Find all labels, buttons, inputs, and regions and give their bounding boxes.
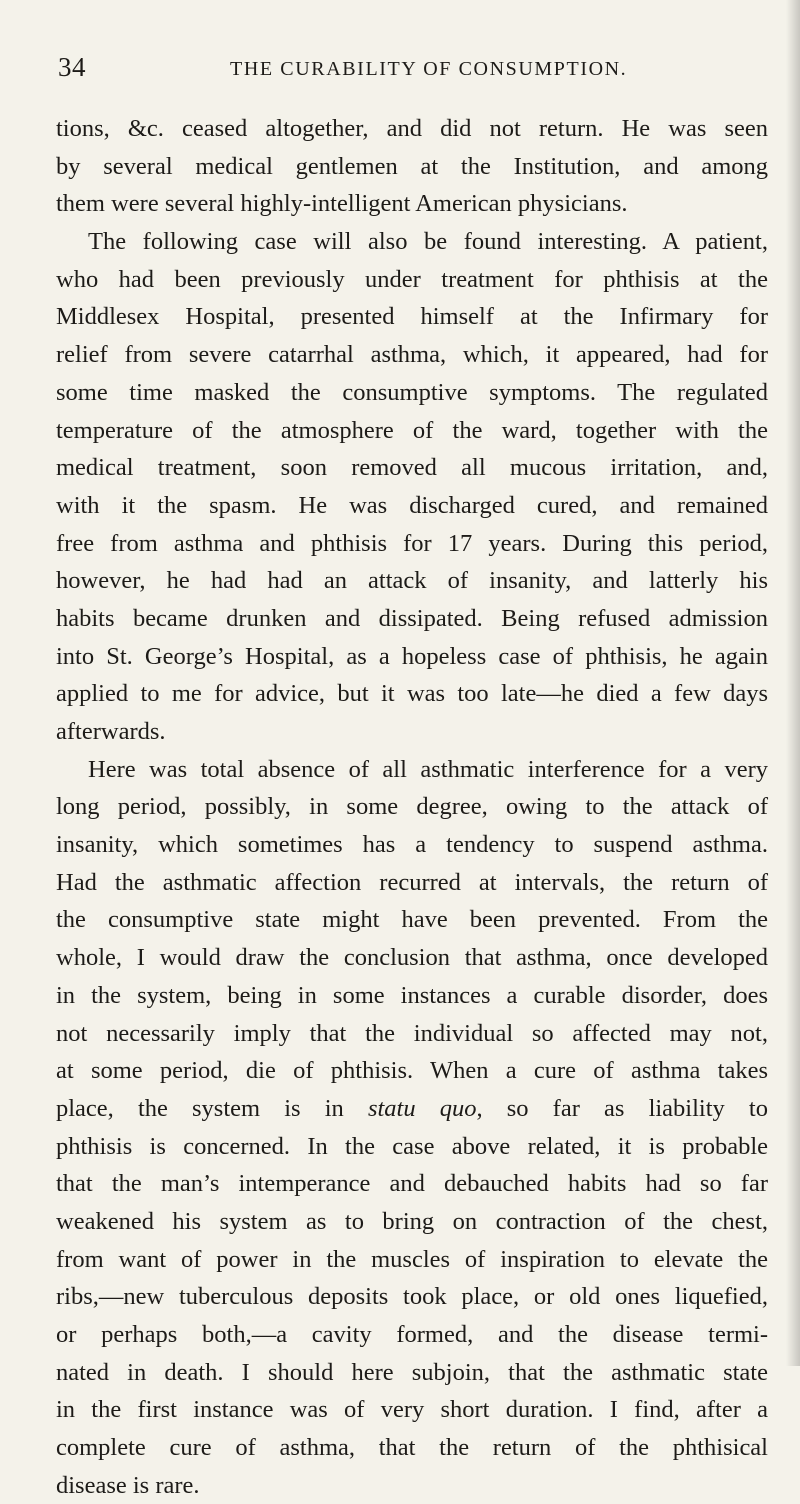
text-line: into St. George’s Hospital, as a hopeless case of phthisis, he again: [56, 642, 768, 670]
text-line: at some period, die of phthisis. When a cure of asthma takes: [56, 1057, 768, 1085]
text-line: ribs,—new tuberculous deposits took place, or old ones liquefied,: [56, 1283, 768, 1311]
text-line: afterwards.: [56, 718, 166, 745]
text-line: habits became drunken and dissipated. Being refused admission: [56, 604, 768, 632]
text-line: free from asthma and phthisis for 17 years. During this period,: [56, 529, 768, 557]
text-line: weakened his system as to bring on contraction of the chest,: [56, 1207, 768, 1235]
text-line: long period, possibly, in some degree, owing to the attack of: [56, 793, 768, 821]
text-line: that the man’s intemperance and debauched habits had so far: [56, 1170, 768, 1198]
text-line: tions, &c. ceased altogether, and did not return. He was seen: [56, 115, 768, 142]
text-line: Middlesex Hospital, presented himself at the Infirmary for: [56, 303, 768, 331]
text-line: in the system, being in some instances a curable disorder, does: [56, 981, 768, 1009]
text-line: Had the asthmatic affection recurred at intervals, the return of: [56, 868, 768, 896]
text-line: by several medical gentlemen at the Institution, and among: [56, 152, 768, 180]
text-line: whole, I would draw the conclusion that asthma, once developed: [56, 944, 768, 972]
text-line: however, he had had an attack of insanity, and latterly his: [56, 567, 768, 595]
text-line: applied to me for advice, but it was too late—he died a few days: [56, 680, 768, 708]
text-line: medical treatment, soon removed all mucous irritation, and,: [56, 454, 768, 482]
running-head: THE CURABILITY OF CONSUMPTION.: [230, 58, 628, 80]
text-line: Here was total absence of all asthmatic interference for a very: [88, 755, 768, 783]
page-number: 34: [58, 52, 86, 82]
text-line-with-italic: [56, 1090, 768, 1128]
text-line: The following case will also be found interesting. A patient,: [88, 228, 768, 256]
text-line: in the first instance was of very short duration. I find, after a: [56, 1396, 768, 1424]
body-text: [56, 110, 768, 1504]
text-line: or perhaps both,—a cavity formed, and the disease termi-: [56, 1321, 768, 1348]
text-line: the consumptive state might have been prevented. From the: [56, 906, 768, 934]
text-line: some time masked the consumptive symptoms. The regulated: [56, 378, 768, 406]
text-segment: , so far as liability to: [476, 1094, 768, 1122]
text-line: who had been previously under treatment for phthisis at the: [56, 265, 768, 293]
text-line: relief from severe catarrhal asthma, which, it appeared, had for: [56, 341, 768, 369]
text-line: not necessarily imply that the individual so affected may not,: [56, 1019, 768, 1047]
page-edge-shadow: [786, 0, 800, 1366]
text-line: temperature of the atmosphere of the ward, together with the: [56, 416, 768, 444]
text-line: insanity, which sometimes has a tendency to suspend asthma.: [56, 831, 768, 859]
italic-phrase: statu quo: [367, 1094, 477, 1122]
text-segment: place, the system is in: [56, 1094, 344, 1122]
page-header: [58, 52, 760, 92]
text-line: nated in death. I should here subjoin, that the asthmatic state: [56, 1358, 768, 1386]
text-line: from want of power in the muscles of inspiration to elevate the: [56, 1245, 768, 1273]
text-line: with it the spasm. He was discharged cured, and remained: [56, 491, 768, 519]
text-line: disease is rare.: [56, 1471, 200, 1499]
text-line: phthisis is concerned. In the case above related, it is probable: [56, 1132, 768, 1160]
text-line: complete cure of asthma, that the return of the phthisical: [56, 1434, 768, 1462]
text-line: them were several highly-intelligent American physicians.: [56, 190, 628, 218]
